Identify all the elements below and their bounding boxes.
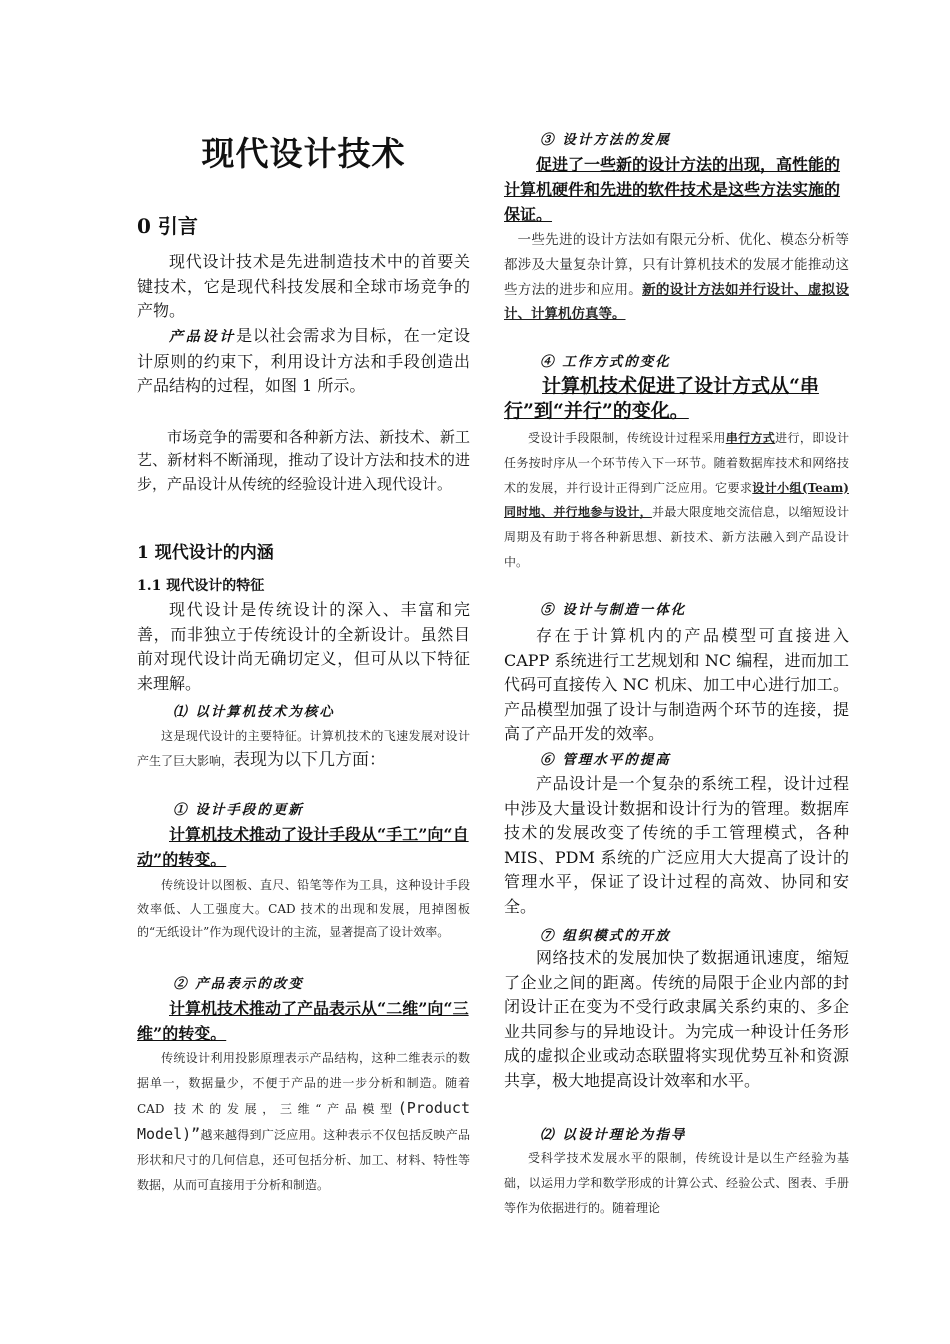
intro-paragraph-2-text: 是以社会需求为目标，在一定设计原则的约束下，利用设计方法和手段创造出产品结构的过程，如图 1 所示。 — [137, 326, 470, 396]
work-mode-highlight: 计算机技术促进了设计方式从“串行”到“并行”的变化。 — [504, 375, 819, 422]
computer-core-paragraph — [137, 724, 470, 773]
design-theory-paragraph: 受科学技术发展水平的限制，传统设计是以生产经验为基础，以运用力学和数学形成的计算公式、经验公式、图表、手册等作为依据进行的。随着理论 — [504, 1151, 849, 1215]
computer-core-text-large: 表现为以下几方面： — [233, 750, 387, 770]
product-representation-highlight: 计算机技术推动了产品表示从“二维”向“三维”的转变。 — [137, 999, 469, 1043]
product-representation-text-1: 传统设计利用投影原理表示产品结构，这种二维表示的数据单一，数据量少，不便于产品的进一步分析和制造。随着 CAD 技术的发展，三维“产品模型 — [137, 1051, 470, 1116]
subheading-design-means: ① 设计手段的更新 — [173, 802, 304, 818]
subheading-management-level: ⑥ 管理水平的提高 — [540, 752, 671, 768]
subheading-design-theory: ⑵ 以设计理论为指导 — [540, 1127, 687, 1143]
work-mode-text-1: 受设计手段限制，传统设计过程采用 — [528, 431, 726, 445]
design-methods-text: 一些先进的设计方法如有限元分析、优化、模态分析等都涉及大量复杂计算，只有计算机技术的发展才能推动这些方法的进步和应用。 — [504, 232, 849, 298]
subheading-design-methods: ③ 设计方法的发展 — [540, 132, 671, 148]
new-design-methods-underlined: 新的设计方法如并行设计、虚拟设计、计算机仿真等。 — [504, 281, 849, 323]
heading-section-1-1: 1.1 现代设计的特征 — [137, 578, 265, 594]
work-mode-text-2: 进行，即设计任务按时序从一个环节传入下一环节。随着数据库技术和网络技术的发展，并行设计正得到广泛应用。它要求 — [504, 431, 849, 495]
intro-paragraph-2 — [137, 324, 470, 399]
computer-core-text: 这是现代设计的主要特征。计算机技术的飞速发展对设计产生了巨大影响， — [137, 729, 470, 768]
section-1-1-paragraph: 现代设计是传统设计的深入、丰富和完善，而非独立于传统设计的全新设计。虽然目前对现代设计尚无确切定义，但可从以下特征来理解。 — [137, 600, 470, 693]
product-representation-text-2: 越来越得到广泛应用。这种表示不仅包括反映产品形状和尺寸的几何信息，还可包括分析、加工、材料、特性等数据，从而可直接用于分析和制造。 — [137, 1128, 470, 1192]
design-manufacturing-paragraph: 存在于计算机内的产品模型可直接进入 CAPP 系统进行工艺规划和 NC 编程，进而加工代码可直接传入 NC 机床、加工中心进行加工。产品模型加强了设计与制造两个环节的连接，提高了产品开发的效率。 — [504, 626, 849, 744]
subheading-product-representation: ② 产品表示的改变 — [173, 976, 304, 992]
design-means-highlight: 计算机技术推动了设计手段从“手工”向“自动”的转变。 — [137, 825, 469, 869]
heading-section-1: 1 现代设计的内涵 — [137, 543, 274, 563]
subheading-organization-mode: ⑦ 组织模式的开放 — [540, 928, 671, 944]
intro-paragraph-1: 现代设计技术是先进制造技术中的首要关键技术，它是现代科技发展和全球市场竞争的产物。 — [137, 252, 470, 321]
management-level-paragraph: 产品设计是一个复杂的系统工程，设计过程中涉及大量设计数据和设计行为的管理。数据库技术的发展改变了传统的手工管理模式，各种 MIS、PDM 系统的广泛应用大大提高了设计的管理水平，保证了设计过程的高效、协同和安全。 — [504, 774, 849, 916]
design-means-paragraph: 传统设计以图板、直尺、铅笔等作为工具，这种设计手段效率低、人工强度大。CAD 技术的出现和发展，甩掉图板的“无纸设计”作为现代设计的主流，显著提高了设计效率。 — [137, 878, 470, 939]
product-design-term: 产品设计 — [169, 329, 237, 345]
subheading-work-mode: ④ 工作方式的变化 — [540, 354, 671, 370]
intro-paragraph-3: 市场竞争的需要和各种新方法、新技术、新工艺、新材料不断涌现，推动了设计方法和技术的进步，产品设计从传统的经验设计进入现代设计。 — [137, 428, 470, 493]
work-mode-text-3: 并最大限度地交流信息，以缩短设计周期及有助于将各种新思想、新技术、新方法融入到产品设计中。 — [504, 505, 849, 569]
document-title: 现代设计技术 — [201, 134, 406, 173]
team-parallel-underlined: 设计小组(Team)同时地、并行地参与设计， — [504, 480, 849, 520]
design-methods-paragraph — [504, 228, 849, 327]
organization-mode-paragraph: 网络技术的发展加快了数据通讯速度，缩短了企业之间的距离。传统的局限于企业内部的封闭设计正在变为不受行政隶属关系约束的、多企业共同参与的异地设计。为完成一种设计任务形成的虚拟企业或动态联盟将实现优势互补和资源共享，极大地提高设计效率和水平。 — [504, 948, 849, 1090]
product-representation-paragraph — [137, 1046, 470, 1198]
heading-introduction: 0 引言 — [137, 214, 198, 238]
design-methods-highlight: 促进了一些新的设计方法的出现，高性能的计算机硬件和先进的软件技术是这些方法实施的保证。 — [504, 155, 841, 224]
work-mode-paragraph — [504, 426, 849, 575]
subheading-computer-core: ⑴ 以计算机技术为核心 — [173, 704, 335, 720]
subheading-design-manufacturing: ⑤ 设计与制造一体化 — [540, 602, 687, 618]
serial-mode-underlined: 串行方式 — [725, 431, 776, 445]
product-model-term: (Product Model)” — [137, 1099, 470, 1143]
